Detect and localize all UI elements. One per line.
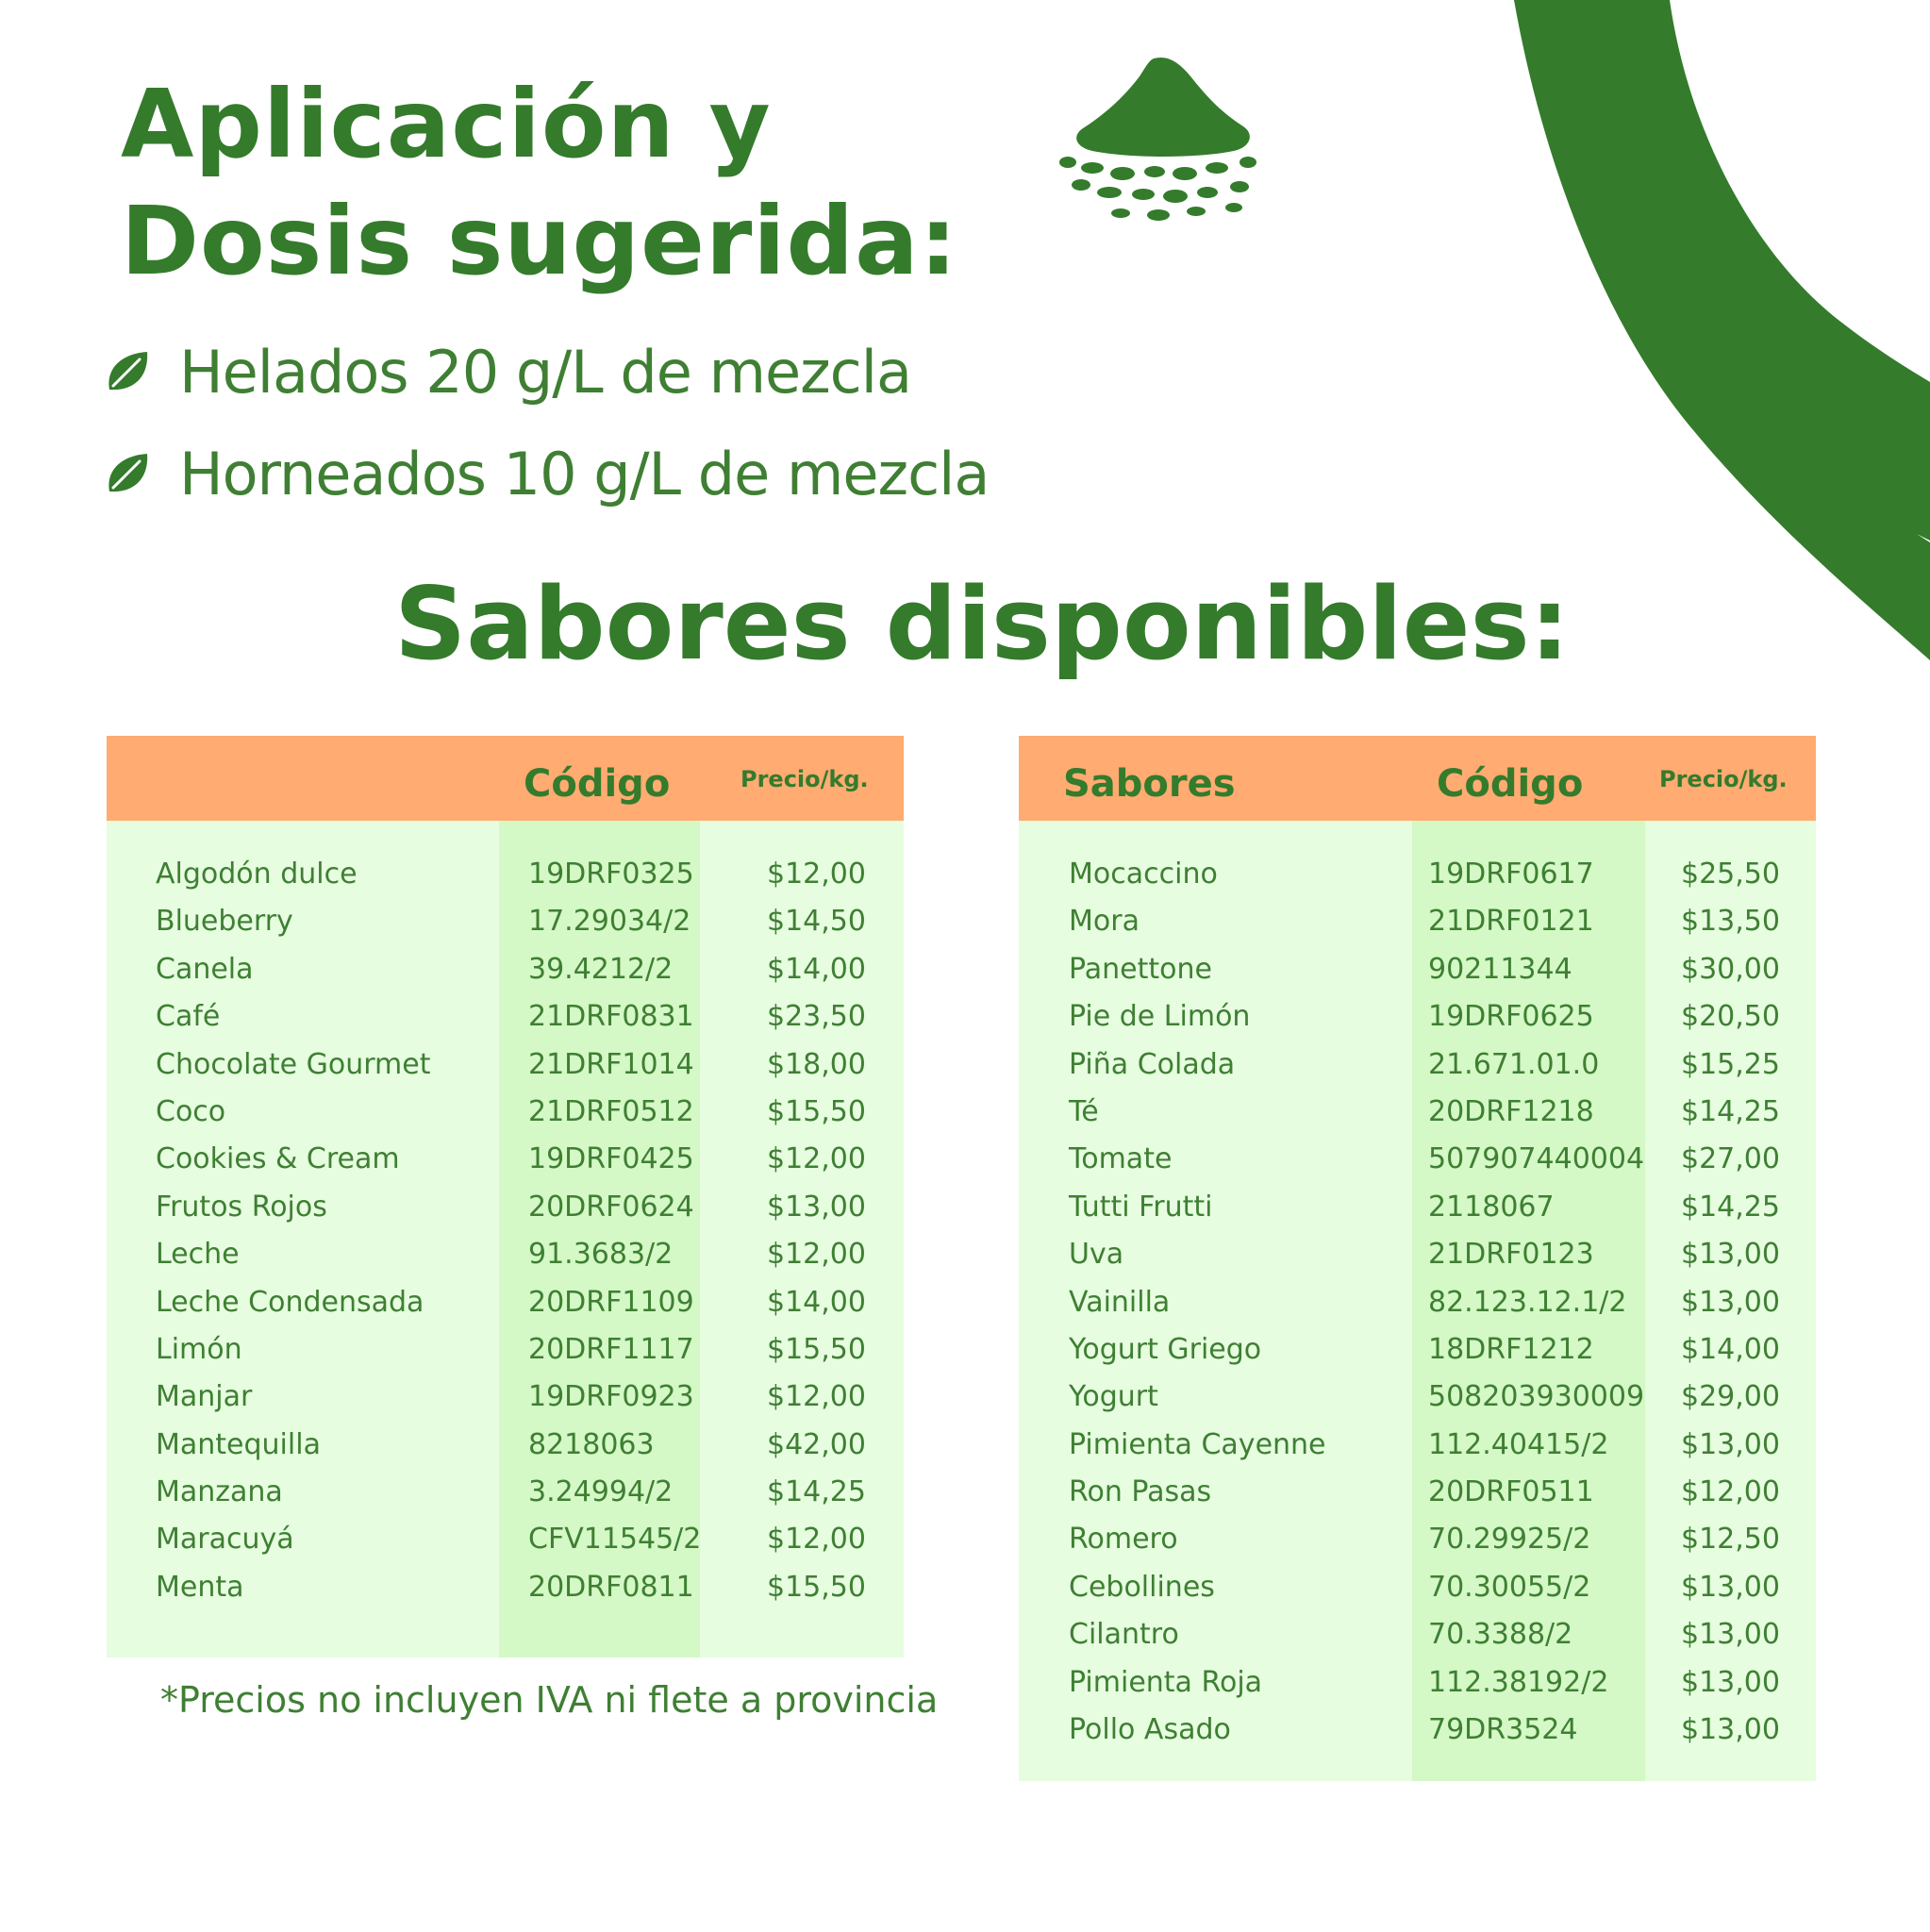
- flavor-code: 18DRF1212: [1428, 1332, 1594, 1366]
- flavor-price: $12,00: [767, 1142, 866, 1176]
- table-row: [107, 898, 904, 945]
- table-row: [107, 1564, 904, 1611]
- flavor-code: 70.3388/2: [1428, 1618, 1573, 1652]
- flavor-name: Té: [1069, 1094, 1099, 1128]
- flavor-price: $25,50: [1681, 858, 1780, 891]
- flavor-price: $13,00: [1681, 1427, 1780, 1461]
- flavor-name: Limón: [156, 1332, 242, 1366]
- flavor-price: $13,00: [1681, 1665, 1780, 1699]
- flavor-price: $12,00: [767, 1380, 866, 1414]
- flavor-name: Tutti Frutti: [1069, 1190, 1213, 1224]
- flavor-code: 19DRF0617: [1428, 858, 1594, 891]
- table-row: [1019, 1279, 1816, 1326]
- flavor-price: $12,00: [1681, 1475, 1780, 1509]
- flavor-price: $27,00: [1681, 1142, 1780, 1176]
- flavor-code: 21DRF0123: [1428, 1238, 1594, 1272]
- flavor-name: Leche: [156, 1238, 240, 1272]
- flavor-price: $14,00: [767, 1285, 866, 1319]
- header-price: Precio/kg.: [740, 766, 869, 792]
- flavor-name: Coco: [156, 1094, 226, 1128]
- flavor-name: Maracuyá: [156, 1523, 294, 1557]
- flavor-name: Mora: [1069, 905, 1140, 939]
- flavor-price: $14,00: [1681, 1332, 1780, 1366]
- dose-text: Horneados 10 g/L de mezcla: [179, 439, 990, 508]
- table-row: [107, 1279, 904, 1326]
- flavor-code: 19DRF0425: [528, 1142, 694, 1176]
- flavor-price: $23,50: [767, 1000, 866, 1034]
- flavor-price: $15,25: [1681, 1047, 1780, 1081]
- flavor-price: $14,00: [767, 952, 866, 986]
- flavor-code: CFV11545/2: [528, 1523, 702, 1557]
- flavor-code: 3.24994/2: [528, 1475, 674, 1509]
- flavor-name: Romero: [1069, 1523, 1178, 1557]
- flavor-price: $13,00: [1681, 1618, 1780, 1652]
- flavor-code: 20DRF0624: [528, 1190, 694, 1224]
- flavor-price: $14,50: [767, 905, 866, 939]
- dose-list: [104, 321, 989, 525]
- table-row: [107, 1374, 904, 1421]
- table-row: [107, 1469, 904, 1516]
- flavor-price: $13,00: [1681, 1570, 1780, 1604]
- table-row: [107, 993, 904, 1041]
- flavor-code: 91.3683/2: [528, 1238, 674, 1272]
- flavor-code: 21DRF1014: [528, 1047, 694, 1081]
- table-row: [107, 1231, 904, 1278]
- flavor-price: $13,00: [767, 1190, 866, 1224]
- flavor-price: $13,00: [1681, 1285, 1780, 1319]
- flavor-price: $13,50: [1681, 905, 1780, 939]
- flavor-code: 21DRF0831: [528, 1000, 694, 1034]
- flavor-price: $12,00: [767, 1238, 866, 1272]
- flavor-price: $15,50: [767, 1094, 866, 1128]
- flavor-code: 2118067: [1428, 1190, 1555, 1224]
- table-row: [1019, 1564, 1816, 1611]
- flavor-name: Yogurt Griego: [1069, 1332, 1262, 1366]
- flavor-name: Blueberry: [156, 905, 293, 939]
- flavor-code: 20DRF0511: [1428, 1475, 1594, 1509]
- dose-text: Helados 20 g/L de mezcla: [179, 337, 911, 407]
- flavor-code: 39.4212/2: [528, 952, 674, 986]
- flavor-code: 508203930009: [1428, 1380, 1645, 1414]
- table-row: [1019, 1089, 1816, 1136]
- flavor-price: $15,50: [767, 1570, 866, 1604]
- flavor-name: Manzana: [156, 1475, 283, 1509]
- flavor-code: 70.30055/2: [1428, 1570, 1591, 1604]
- flavor-code: 21DRF0512: [528, 1094, 694, 1128]
- dose-item-helados: [104, 321, 989, 423]
- footnote: *Precios no incluyen IVA ni flete a provincia: [160, 1679, 939, 1721]
- flavor-name: Pie de Limón: [1069, 1000, 1251, 1034]
- flavors-title: Sabores disponibles:: [393, 566, 1571, 682]
- flavor-name: Menta: [156, 1570, 244, 1604]
- title-line-1: Aplicación y: [121, 69, 772, 179]
- table-row: [1019, 1326, 1816, 1374]
- flavor-code: 20DRF1218: [1428, 1094, 1594, 1128]
- table-row: [107, 946, 904, 993]
- flavor-price: $12,00: [767, 1523, 866, 1557]
- flavor-name: Cilantro: [1069, 1618, 1179, 1652]
- flavor-name: Pimienta Roja: [1069, 1665, 1263, 1699]
- flavor-name: Panettone: [1069, 952, 1212, 986]
- leaf-icon: [104, 348, 151, 395]
- table-row: [1019, 1611, 1816, 1658]
- flavor-code: 19DRF0325: [528, 858, 694, 891]
- flavor-price: $29,00: [1681, 1380, 1780, 1414]
- header-name: Sabores: [1063, 762, 1236, 806]
- table-row: [1019, 1136, 1816, 1183]
- flavor-name: Vainilla: [1069, 1285, 1171, 1319]
- table-row: [107, 851, 904, 898]
- flavor-name: Yogurt: [1069, 1380, 1158, 1414]
- header-code: Código: [1437, 762, 1584, 806]
- flavor-name: Pimienta Cayenne: [1069, 1427, 1326, 1461]
- table-row: [1019, 1422, 1816, 1469]
- flavor-price: $30,00: [1681, 952, 1780, 986]
- table-row: [107, 1136, 904, 1183]
- flavor-name: Café: [156, 1000, 221, 1034]
- flavor-name: Mocaccino: [1069, 858, 1218, 891]
- table-header: [107, 736, 904, 821]
- flavor-name: Tomate: [1069, 1142, 1173, 1176]
- table-row: [1019, 1184, 1816, 1231]
- flavor-price: $13,00: [1681, 1713, 1780, 1747]
- flavor-price: $12,50: [1681, 1523, 1780, 1557]
- flavor-code: 112.38192/2: [1428, 1665, 1609, 1699]
- flavors-table-left: [107, 736, 904, 1657]
- flavor-name: Mantequilla: [156, 1427, 321, 1461]
- table-row: [1019, 1374, 1816, 1421]
- flavor-code: 19DRF0923: [528, 1380, 694, 1414]
- flavor-code: 17.29034/2: [528, 905, 691, 939]
- table-row: [1019, 851, 1816, 898]
- flavor-price: $13,00: [1681, 1238, 1780, 1272]
- flavor-code: 112.40415/2: [1428, 1427, 1609, 1461]
- table-header: [1019, 736, 1816, 821]
- flavor-price: $12,00: [767, 858, 866, 891]
- flavor-code: 20DRF0811: [528, 1570, 694, 1604]
- table-row: [1019, 946, 1816, 993]
- flavor-code: 79DR3524: [1428, 1713, 1578, 1747]
- flavor-price: $15,50: [767, 1332, 866, 1366]
- flavor-name: Chocolate Gourmet: [156, 1047, 431, 1081]
- flavor-price: $14,25: [1681, 1190, 1780, 1224]
- table-row: [1019, 1659, 1816, 1707]
- table-body: [107, 851, 904, 1611]
- flavor-name: Cookies & Cream: [156, 1142, 400, 1176]
- flavor-code: 507907440004: [1428, 1142, 1645, 1176]
- flavor-name: Frutos Rojos: [156, 1190, 327, 1224]
- table-row: [1019, 898, 1816, 945]
- flavor-name: Piña Colada: [1069, 1047, 1236, 1081]
- table-row: [107, 1422, 904, 1469]
- flavor-name: Uva: [1069, 1238, 1124, 1272]
- title-line-2: Dosis sugerida:: [121, 186, 958, 296]
- flavor-code: 20DRF1109: [528, 1285, 694, 1319]
- flavor-code: 20DRF1117: [528, 1332, 694, 1366]
- dose-item-horneados: [104, 423, 989, 525]
- flavor-code: 90211344: [1428, 952, 1572, 986]
- flavor-price: $20,50: [1681, 1000, 1780, 1034]
- flavor-code: 8218063: [528, 1427, 655, 1461]
- flavor-name: Cebollines: [1069, 1570, 1215, 1604]
- flavor-code: 21.671.01.0: [1428, 1047, 1600, 1081]
- page-title: [121, 66, 958, 300]
- header-code: Código: [524, 762, 671, 806]
- table-row: [107, 1041, 904, 1089]
- flavor-code: 21DRF0121: [1428, 905, 1594, 939]
- table-row: [1019, 1231, 1816, 1278]
- flavor-price: $14,25: [1681, 1094, 1780, 1128]
- flavor-code: 82.123.12.1/2: [1428, 1285, 1627, 1319]
- table-row: [1019, 1516, 1816, 1563]
- table-body: [1019, 851, 1816, 1754]
- flavor-price: $14,25: [767, 1475, 866, 1509]
- table-row: [107, 1184, 904, 1231]
- table-row: [107, 1516, 904, 1563]
- flavor-code: 70.29925/2: [1428, 1523, 1591, 1557]
- table-row: [1019, 993, 1816, 1041]
- table-row: [1019, 1041, 1816, 1089]
- flavors-table-right: [1019, 736, 1816, 1781]
- flavor-name: Manjar: [156, 1380, 253, 1414]
- flavor-price: $18,00: [767, 1047, 866, 1081]
- header-price: Precio/kg.: [1659, 766, 1788, 792]
- table-row: [1019, 1707, 1816, 1754]
- flavor-code: 19DRF0625: [1428, 1000, 1594, 1034]
- flavor-name: Canela: [156, 952, 254, 986]
- flavor-name: Pollo Asado: [1069, 1713, 1231, 1747]
- table-row: [107, 1326, 904, 1374]
- flavor-price: $42,00: [767, 1427, 866, 1461]
- flavor-name: Algodón dulce: [156, 858, 358, 891]
- flavor-name: Ron Pasas: [1069, 1475, 1212, 1509]
- leaf-icon: [104, 450, 151, 497]
- powder-pile-icon: [1055, 53, 1272, 223]
- table-row: [107, 1089, 904, 1136]
- table-row: [1019, 1469, 1816, 1516]
- flavor-name: Leche Condensada: [156, 1285, 424, 1319]
